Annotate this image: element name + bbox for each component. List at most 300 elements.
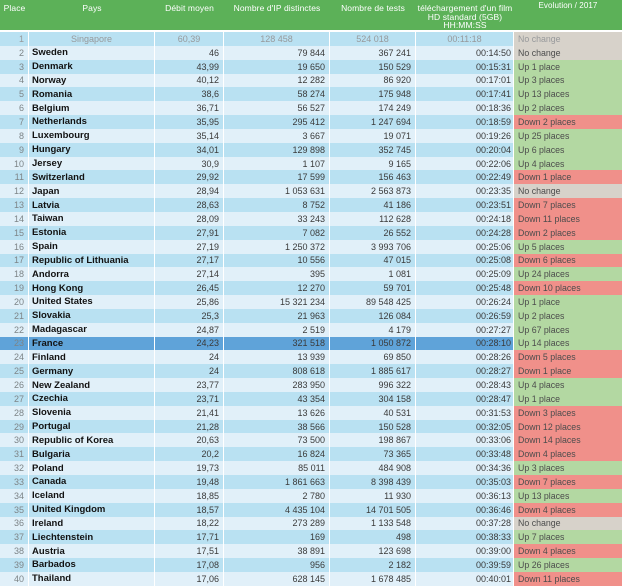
- cell-average-speed: 17,51: [155, 544, 224, 558]
- cell-place: 37: [0, 530, 29, 544]
- cell-distinct-ips: 85 011: [224, 461, 330, 475]
- table-row[interactable]: [0, 447, 622, 461]
- table-row[interactable]: [0, 544, 622, 558]
- cell-download-time: 00:14:50: [416, 46, 514, 60]
- table-row[interactable]: [0, 378, 622, 392]
- cell-test-count: 1 678 485: [330, 572, 416, 586]
- cell-download-time: 00:25:48: [416, 281, 514, 295]
- table-row[interactable]: [0, 74, 622, 88]
- cell-test-count: 150 528: [330, 420, 416, 434]
- cell-download-time: 00:35:03: [416, 475, 514, 489]
- cell-country: France: [29, 337, 155, 351]
- cell-distinct-ips: 8 752: [224, 198, 330, 212]
- table-row[interactable]: [0, 364, 622, 378]
- cell-distinct-ips: 16 824: [224, 447, 330, 461]
- cell-country: Netherlands: [29, 115, 155, 129]
- cell-place: 2: [0, 46, 29, 60]
- cell-country: Republic of Lithuania: [29, 254, 155, 268]
- cell-place: 4: [0, 74, 29, 88]
- cell-country: United States: [29, 295, 155, 309]
- table-row[interactable]: [0, 530, 622, 544]
- cell-average-speed: 23,71: [155, 392, 224, 406]
- cell-average-speed: 43,99: [155, 60, 224, 74]
- table-row[interactable]: [0, 170, 622, 184]
- cell-evolution: Down 1 place: [514, 364, 622, 378]
- cell-evolution: Down 3 places: [514, 406, 622, 420]
- column-header-0: Place: [3, 3, 26, 13]
- cell-average-speed: 28,94: [155, 184, 224, 198]
- cell-country: Germany: [29, 364, 155, 378]
- cell-download-time: 00:39:59: [416, 558, 514, 572]
- cell-distinct-ips: 2 780: [224, 489, 330, 503]
- table-row[interactable]: [0, 406, 622, 420]
- cell-download-time: 00:26:59: [416, 309, 514, 323]
- cell-test-count: 1 885 617: [330, 364, 416, 378]
- cell-download-time: 00:36:13: [416, 489, 514, 503]
- cell-distinct-ips: 4 435 104: [224, 503, 330, 517]
- cell-evolution: Up 25 places: [514, 129, 622, 143]
- table-row[interactable]: [0, 87, 622, 101]
- cell-place: 10: [0, 157, 29, 171]
- cell-evolution: Down 5 places: [514, 350, 622, 364]
- cell-evolution: Up 1 place: [514, 295, 622, 309]
- cell-test-count: 19 071: [330, 129, 416, 143]
- cell-distinct-ips: 21 963: [224, 309, 330, 323]
- cell-evolution: Up 4 places: [514, 157, 622, 171]
- cell-average-speed: 19,48: [155, 475, 224, 489]
- cell-average-speed: 35,14: [155, 129, 224, 143]
- cell-test-count: 47 015: [330, 254, 416, 268]
- cell-distinct-ips: 38 891: [224, 544, 330, 558]
- table-header-row: [0, 0, 622, 30]
- cell-test-count: 304 158: [330, 392, 416, 406]
- cell-distinct-ips: 1 861 663: [224, 475, 330, 489]
- table-row[interactable]: [0, 212, 622, 226]
- cell-country: Bulgaria: [29, 447, 155, 461]
- cell-test-count: 4 179: [330, 323, 416, 337]
- cell-country: Barbados: [29, 558, 155, 572]
- cell-average-speed: 20,2: [155, 447, 224, 461]
- column-header-6: Evolution / 2017: [538, 1, 598, 10]
- cell-test-count: 996 322: [330, 378, 416, 392]
- cell-average-speed: 25,86: [155, 295, 224, 309]
- table-row[interactable]: [0, 295, 622, 309]
- cell-download-time: 00:37:28: [416, 517, 514, 531]
- cell-place: 23: [0, 337, 29, 351]
- cell-download-time: 00:17:01: [416, 74, 514, 88]
- table-row[interactable]: [0, 198, 622, 212]
- cell-country: Japan: [29, 184, 155, 198]
- cell-download-time: 00:20:04: [416, 143, 514, 157]
- cell-evolution: Up 1 place: [514, 392, 622, 406]
- table-row[interactable]: [0, 32, 622, 46]
- cell-distinct-ips: 19 650: [224, 60, 330, 74]
- cell-average-speed: 17,06: [155, 572, 224, 586]
- table-row[interactable]: [0, 46, 622, 60]
- cell-place: 11: [0, 170, 29, 184]
- cell-evolution: Up 2 places: [514, 101, 622, 115]
- cell-average-speed: 17,71: [155, 530, 224, 544]
- cell-place: 35: [0, 503, 29, 517]
- cell-test-count: 112 628: [330, 212, 416, 226]
- cell-evolution: Down 6 places: [514, 254, 622, 268]
- cell-test-count: 198 867: [330, 433, 416, 447]
- cell-place: 39: [0, 558, 29, 572]
- cell-evolution: Up 4 places: [514, 378, 622, 392]
- cell-distinct-ips: 628 145: [224, 572, 330, 586]
- table-row[interactable]: [0, 558, 622, 572]
- cell-evolution: Down 12 places: [514, 420, 622, 434]
- table-row[interactable]: [0, 503, 622, 517]
- cell-place: 13: [0, 198, 29, 212]
- cell-download-time: 00:18:36: [416, 101, 514, 115]
- cell-place: 26: [0, 378, 29, 392]
- cell-download-time: 00:38:33: [416, 530, 514, 544]
- table-row[interactable]: [0, 337, 622, 351]
- cell-distinct-ips: 17 599: [224, 170, 330, 184]
- cell-test-count: 26 552: [330, 226, 416, 240]
- cell-place: 28: [0, 406, 29, 420]
- table-row[interactable]: [0, 489, 622, 503]
- cell-country: Finland: [29, 350, 155, 364]
- cell-average-speed: 21,28: [155, 420, 224, 434]
- cell-place: 18: [0, 267, 29, 281]
- cell-evolution: Down 1 place: [514, 170, 622, 184]
- table-row[interactable]: [0, 517, 622, 531]
- cell-distinct-ips: 13 626: [224, 406, 330, 420]
- table-row[interactable]: [0, 433, 622, 447]
- table-row[interactable]: [0, 129, 622, 143]
- cell-place: 27: [0, 392, 29, 406]
- cell-download-time: 00:33:48: [416, 447, 514, 461]
- cell-place: 21: [0, 309, 29, 323]
- cell-distinct-ips: 273 289: [224, 517, 330, 531]
- table-row[interactable]: [0, 240, 622, 254]
- cell-download-time: 00:17:41: [416, 87, 514, 101]
- cell-evolution: Up 7 places: [514, 530, 622, 544]
- cell-download-time: 00:28:27: [416, 364, 514, 378]
- table-row[interactable]: [0, 254, 622, 268]
- cell-average-speed: 17,08: [155, 558, 224, 572]
- cell-country: Switzerland: [29, 170, 155, 184]
- cell-download-time: 00:24:18: [416, 212, 514, 226]
- table-row[interactable]: [0, 350, 622, 364]
- cell-evolution: Up 3 places: [514, 74, 622, 88]
- cell-average-speed: 60,39: [155, 32, 224, 46]
- cell-download-time: 00:22:49: [416, 170, 514, 184]
- cell-evolution: Up 13 places: [514, 87, 622, 101]
- cell-place: 3: [0, 60, 29, 74]
- cell-evolution: Down 4 places: [514, 447, 622, 461]
- cell-distinct-ips: 283 950: [224, 378, 330, 392]
- cell-distinct-ips: 10 556: [224, 254, 330, 268]
- cell-test-count: 41 186: [330, 198, 416, 212]
- cell-evolution: Up 3 places: [514, 461, 622, 475]
- cell-distinct-ips: 79 844: [224, 46, 330, 60]
- cell-distinct-ips: 1 107: [224, 157, 330, 171]
- cell-country: Czechia: [29, 392, 155, 406]
- cell-test-count: 150 529: [330, 60, 416, 74]
- cell-download-time: 00:28:43: [416, 378, 514, 392]
- cell-average-speed: 29,92: [155, 170, 224, 184]
- cell-average-speed: 18,85: [155, 489, 224, 503]
- cell-evolution: No change: [514, 517, 622, 531]
- cell-evolution: Up 1 place: [514, 60, 622, 74]
- cell-country: Jersey: [29, 157, 155, 171]
- cell-place: 24: [0, 350, 29, 364]
- cell-evolution: Up 24 places: [514, 267, 622, 281]
- cell-download-time: 00:28:26: [416, 350, 514, 364]
- cell-test-count: 11 930: [330, 489, 416, 503]
- cell-test-count: 89 548 425: [330, 295, 416, 309]
- cell-country: Romania: [29, 87, 155, 101]
- cell-average-speed: 30,9: [155, 157, 224, 171]
- cell-evolution: Up 67 places: [514, 323, 622, 337]
- cell-place: 29: [0, 420, 29, 434]
- cell-country: Poland: [29, 461, 155, 475]
- cell-average-speed: 24: [155, 364, 224, 378]
- cell-download-time: 00:26:24: [416, 295, 514, 309]
- cell-country: Madagascar: [29, 323, 155, 337]
- cell-average-speed: 27,14: [155, 267, 224, 281]
- cell-distinct-ips: 73 500: [224, 433, 330, 447]
- cell-distinct-ips: 58 274: [224, 87, 330, 101]
- column-header-5: téléchargement d'un film HD standard (5GB) HH:MM:SS: [417, 3, 513, 30]
- table-row[interactable]: [0, 572, 622, 586]
- cell-average-speed: 27,19: [155, 240, 224, 254]
- cell-country: Liechtenstein: [29, 530, 155, 544]
- cell-country: Austria: [29, 544, 155, 558]
- cell-place: 16: [0, 240, 29, 254]
- cell-country: Republic of Korea: [29, 433, 155, 447]
- cell-test-count: 73 365: [330, 447, 416, 461]
- cell-place: 25: [0, 364, 29, 378]
- table-row[interactable]: [0, 226, 622, 240]
- table-row[interactable]: [0, 184, 622, 198]
- cell-evolution: Up 26 places: [514, 558, 622, 572]
- cell-test-count: 484 908: [330, 461, 416, 475]
- cell-average-speed: 20,63: [155, 433, 224, 447]
- cell-average-speed: 28,63: [155, 198, 224, 212]
- cell-place: 33: [0, 475, 29, 489]
- cell-country: Luxembourg: [29, 129, 155, 143]
- table-row[interactable]: [0, 420, 622, 434]
- cell-download-time: 00:28:10: [416, 337, 514, 351]
- cell-test-count: 8 398 439: [330, 475, 416, 489]
- cell-average-speed: 18,22: [155, 517, 224, 531]
- cell-distinct-ips: 3 667: [224, 129, 330, 143]
- cell-place: 17: [0, 254, 29, 268]
- cell-download-time: 00:24:28: [416, 226, 514, 240]
- cell-average-speed: 36,71: [155, 101, 224, 115]
- cell-average-speed: 28,09: [155, 212, 224, 226]
- cell-country: Hungary: [29, 143, 155, 157]
- cell-average-speed: 23,77: [155, 378, 224, 392]
- cell-country: Spain: [29, 240, 155, 254]
- cell-country: Sweden: [29, 46, 155, 60]
- cell-test-count: 524 018: [330, 32, 416, 46]
- cell-evolution: Down 14 places: [514, 433, 622, 447]
- cell-average-speed: 26,45: [155, 281, 224, 295]
- cell-test-count: 2 182: [330, 558, 416, 572]
- cell-download-time: 00:23:35: [416, 184, 514, 198]
- cell-distinct-ips: 56 527: [224, 101, 330, 115]
- cell-test-count: 367 241: [330, 46, 416, 60]
- cell-evolution: Down 2 places: [514, 226, 622, 240]
- cell-average-speed: 24,23: [155, 337, 224, 351]
- cell-average-speed: 40,12: [155, 74, 224, 88]
- cell-test-count: 156 463: [330, 170, 416, 184]
- table-row[interactable]: [0, 461, 622, 475]
- cell-distinct-ips: 956: [224, 558, 330, 572]
- cell-test-count: 1 247 694: [330, 115, 416, 129]
- column-header-4: Nombre de tests: [341, 3, 405, 13]
- cell-download-time: 00:34:36: [416, 461, 514, 475]
- cell-distinct-ips: 808 618: [224, 364, 330, 378]
- cell-test-count: 1 133 548: [330, 517, 416, 531]
- cell-average-speed: 35,95: [155, 115, 224, 129]
- cell-evolution: Up 13 places: [514, 489, 622, 503]
- cell-country: Taiwan: [29, 212, 155, 226]
- table-row[interactable]: [0, 281, 622, 295]
- cell-country: United Kingdom: [29, 503, 155, 517]
- cell-country: Norway: [29, 74, 155, 88]
- cell-distinct-ips: 128 458: [224, 32, 330, 46]
- table-body: [0, 32, 622, 586]
- cell-test-count: 59 701: [330, 281, 416, 295]
- table-row[interactable]: [0, 323, 622, 337]
- cell-place: 36: [0, 517, 29, 531]
- cell-test-count: 123 698: [330, 544, 416, 558]
- cell-country: Iceland: [29, 489, 155, 503]
- cell-place: 12: [0, 184, 29, 198]
- cell-country: Slovakia: [29, 309, 155, 323]
- cell-distinct-ips: 2 519: [224, 323, 330, 337]
- cell-country: New Zealand: [29, 378, 155, 392]
- table-row[interactable]: [0, 101, 622, 115]
- cell-test-count: 498: [330, 530, 416, 544]
- cell-average-speed: 18,57: [155, 503, 224, 517]
- cell-test-count: 40 531: [330, 406, 416, 420]
- cell-country: Denmark: [29, 60, 155, 74]
- table-row[interactable]: [0, 475, 622, 489]
- cell-average-speed: 19,73: [155, 461, 224, 475]
- cell-distinct-ips: 395: [224, 267, 330, 281]
- table-row[interactable]: [0, 392, 622, 406]
- cell-test-count: 1 081: [330, 267, 416, 281]
- cell-place: 30: [0, 433, 29, 447]
- cell-evolution: Down 10 places: [514, 281, 622, 295]
- cell-evolution: Up 5 places: [514, 240, 622, 254]
- table-row[interactable]: [0, 309, 622, 323]
- cell-place: 14: [0, 212, 29, 226]
- cell-download-time: 00:23:51: [416, 198, 514, 212]
- cell-place: 38: [0, 544, 29, 558]
- cell-download-time: 00:18:59: [416, 115, 514, 129]
- cell-country: Ireland: [29, 517, 155, 531]
- cell-test-count: 126 084: [330, 309, 416, 323]
- cell-place: 15: [0, 226, 29, 240]
- cell-average-speed: 21,41: [155, 406, 224, 420]
- cell-place: 19: [0, 281, 29, 295]
- cell-average-speed: 34,01: [155, 143, 224, 157]
- cell-evolution: Down 7 places: [514, 198, 622, 212]
- cell-download-time: 00:28:47: [416, 392, 514, 406]
- table-row[interactable]: [0, 157, 622, 171]
- cell-download-time: 00:33:06: [416, 433, 514, 447]
- cell-download-time: 00:32:05: [416, 420, 514, 434]
- cell-average-speed: 27,17: [155, 254, 224, 268]
- cell-distinct-ips: 321 518: [224, 337, 330, 351]
- cell-country: Singapore: [29, 32, 155, 46]
- cell-distinct-ips: 12 282: [224, 74, 330, 88]
- cell-place: 7: [0, 115, 29, 129]
- cell-test-count: 352 745: [330, 143, 416, 157]
- cell-download-time: 00:31:53: [416, 406, 514, 420]
- cell-test-count: 175 948: [330, 87, 416, 101]
- cell-evolution: Up 2 places: [514, 309, 622, 323]
- table-row[interactable]: [0, 267, 622, 281]
- table-row[interactable]: [0, 60, 622, 74]
- cell-country: Estonia: [29, 226, 155, 240]
- cell-evolution: No change: [514, 32, 622, 46]
- cell-evolution: Up 6 places: [514, 143, 622, 157]
- cell-test-count: 2 563 873: [330, 184, 416, 198]
- cell-country: Belgium: [29, 101, 155, 115]
- cell-distinct-ips: 13 939: [224, 350, 330, 364]
- table-row[interactable]: [0, 143, 622, 157]
- cell-evolution: Down 7 places: [514, 475, 622, 489]
- cell-average-speed: 38,6: [155, 87, 224, 101]
- cell-place: 5: [0, 87, 29, 101]
- cell-download-time: 00:22:06: [416, 157, 514, 171]
- column-header-2: Débit moyen: [165, 3, 214, 13]
- cell-average-speed: 24,87: [155, 323, 224, 337]
- cell-download-time: 00:27:27: [416, 323, 514, 337]
- cell-download-time: 00:15:31: [416, 60, 514, 74]
- cell-country: Hong Kong: [29, 281, 155, 295]
- cell-place: 8: [0, 129, 29, 143]
- table-row[interactable]: [0, 115, 622, 129]
- cell-place: 1: [0, 32, 29, 46]
- cell-distinct-ips: 43 354: [224, 392, 330, 406]
- cell-place: 6: [0, 101, 29, 115]
- column-header-1: Pays: [82, 3, 102, 13]
- cell-test-count: 69 850: [330, 350, 416, 364]
- column-header-3: Nombre d'IP distinctes: [233, 3, 321, 13]
- cell-evolution: No change: [514, 46, 622, 60]
- cell-distinct-ips: 169: [224, 530, 330, 544]
- cell-average-speed: 46: [155, 46, 224, 60]
- cell-average-speed: 24: [155, 350, 224, 364]
- cell-download-time: 00:40:01: [416, 572, 514, 586]
- cell-distinct-ips: 129 898: [224, 143, 330, 157]
- cell-place: 9: [0, 143, 29, 157]
- cell-download-time: 00:36:46: [416, 503, 514, 517]
- cell-place: 31: [0, 447, 29, 461]
- cell-country: Andorra: [29, 267, 155, 281]
- cell-evolution: Down 4 places: [514, 544, 622, 558]
- cell-distinct-ips: 15 321 234: [224, 295, 330, 309]
- cell-evolution: No change: [514, 184, 622, 198]
- cell-distinct-ips: 1 250 372: [224, 240, 330, 254]
- cell-place: 40: [0, 572, 29, 586]
- cell-test-count: 14 701 505: [330, 503, 416, 517]
- cell-place: 22: [0, 323, 29, 337]
- cell-download-time: 00:25:06: [416, 240, 514, 254]
- cell-download-time: 00:25:08: [416, 254, 514, 268]
- cell-evolution: Down 11 places: [514, 212, 622, 226]
